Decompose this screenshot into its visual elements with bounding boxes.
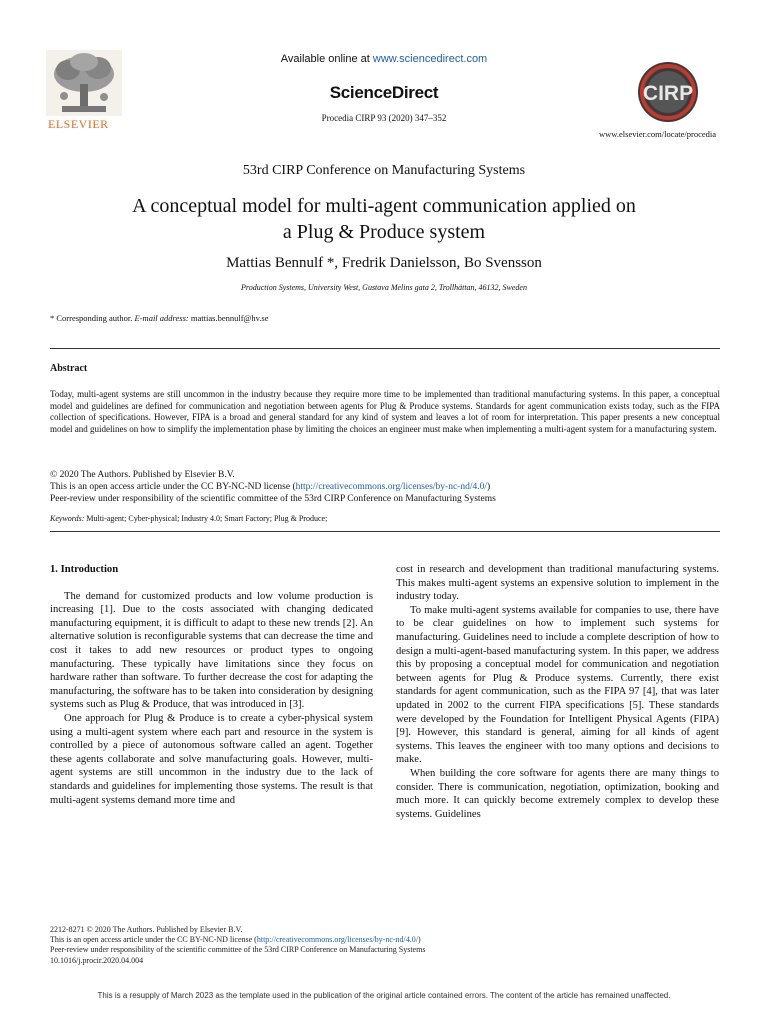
title-line-1: A conceptual model for multi-agent communication applied on	[132, 195, 636, 217]
sciencedirect-link[interactable]: www.sciencedirect.com	[372, 53, 488, 65]
available-prefix: Available online at	[280, 53, 373, 65]
sciencedirect-title: ScienceDirect	[329, 83, 439, 102]
cirp-logo	[626, 60, 710, 124]
copyright-block	[50, 469, 496, 505]
footer-license-prefix: This is an open access article under the CC BY-NC-ND license (	[50, 935, 257, 945]
keywords-list: Multi-agent; Cyber-physical; Industry 4.0; Smart Factory; Plug & Produce;	[84, 514, 328, 523]
resupply-note: This is a resupply of March 2023 as the template used in the publication of the original article contained errors. The content of the article has remained unaffected.	[97, 991, 671, 1000]
license-line	[50, 481, 496, 493]
footer-doi[interactable]: 10.1016/j.procir.2020.04.004	[50, 955, 144, 965]
affiliation: Production Systems, University West, Gustava Melins gata 2, Trollhättan, 46132, Sweden	[241, 283, 527, 292]
corresponding-author	[50, 313, 269, 323]
email-address[interactable]: mattias.bennulf@hv.se	[188, 313, 269, 323]
abstract-text: Today, multi-agent systems are still uncommon in the industry because they require more time to be implemented than traditional manufacturing systems. In this paper, a conceptual model and guidelines are defined for communication and negotiation between agents for Plug & Produce systems. Standards for agent communication exists today, such as the FIPA collection of specifications. However, FIPA is a broad and general standard for any kind of system and leaves a lot of room for interpretation. This paper presents a new conceptual model and guidelines on how to simplify the implementation phase by limiting the choices an engineer must make when implementing a multi-agent system for a manufacturing system.	[50, 389, 720, 434]
paragraph: The demand for customized products and low volume production is increasing [1]. Due to the costs associated with changing dedicated manufacturing equipment, it is difficult to adapt to these new trends [2]. An alternative solution is reconfigurable systems that can decrease the time and cost it takes to add new resources or product types to ongoing manufacturing. These typically have limitations since they focus on hardware rather than software. To further decrease the cost for adapting the manufacturing, the software has to be taken into consideration by designing systems such as Plug & Produce, that was introduced in [3].	[50, 590, 373, 711]
email-label: E-mail address:	[134, 313, 189, 323]
corresponding-prefix: * Corresponding author.	[50, 313, 135, 323]
footer-peer-review: Peer-review under responsibility of the scientific committee of the 53rd CIRP Conference on Manufacturing Systems	[50, 945, 426, 955]
paper-title	[0, 193, 768, 245]
footer-license	[50, 935, 425, 945]
abstract-heading: Abstract	[50, 363, 88, 374]
license-prefix: This is an open access article under the CC BY-NC-ND license (	[50, 482, 296, 492]
paragraph: When building the core software for agents there are many things to consider. There is communication, negotiation, optimization, booking and much more. It can quickly become extremely complex to develop these systems. Guidelines	[396, 767, 719, 820]
keywords-label: Keywords:	[50, 514, 85, 523]
elsevier-wordmark: ELSEVIER	[48, 117, 109, 131]
paragraph: To make multi-agent systems available for companies to use, there have to be clear guidelines on how to implement such systems for manufacturing. Guidelines need to include a complete description of how to design a multi-agent-based manufacturing system. In this paper, we address this by proposing a conceptual model for communication and negotiation between agents for Plug & Produce systems. Currently, there exist standards for agent communication, such as the FIPA 97 [4], that was later updated in 2002 to the current FIPA specifications [5]. These standards were developed by the Foundation for Intelligent Physical Agents (FIPA) [9]. However, this standard is general, aiming for all kinds of agent systems. This leaves the engineer with too many options and decisions to make.	[396, 604, 719, 766]
body-column-left	[50, 563, 373, 807]
section-heading: 1. Introduction	[50, 564, 119, 575]
license-link[interactable]: http://creativecommons.org/licenses/by-nc-nd/4.0/	[295, 482, 487, 492]
journal-reference: Procedia CIRP 93 (2020) 347–352	[321, 113, 447, 123]
copyright-line: © 2020 The Authors. Published by Elsevier B.V.	[50, 470, 235, 480]
keywords	[50, 514, 327, 523]
title-line-2: a Plug & Produce system	[282, 221, 486, 243]
footer	[50, 925, 425, 966]
divider-top	[50, 348, 720, 349]
paragraph: cost in research and development than traditional manufacturing systems. This makes multi-agent systems an expensive solution to implement in the industry today.	[396, 564, 719, 603]
divider-bottom	[50, 531, 720, 532]
cirp-logo-text: CIRP	[642, 82, 694, 105]
journal-url[interactable]: www.elsevier.com/locate/procedia	[599, 129, 716, 139]
conference-name: 53rd CIRP Conference on Manufacturing Systems	[242, 163, 526, 178]
footer-issn: 2212-8271 © 2020 The Authors. Published by Elsevier B.V.	[50, 925, 243, 934]
license-suffix: )	[487, 482, 491, 492]
footer-license-link[interactable]: http://creativecommons.org/licenses/by-nc-nd/4.0/	[256, 935, 418, 945]
body-column-right	[396, 563, 719, 821]
paragraph: One approach for Plug & Produce is to create a cyber-physical system using a multi-agent system where each part and resource in the system is controlled by a piece of autonomous software called an agent. Together these agents collaborate and solve manufacturing goals. However, multi-agent systems are still uncommon in the industry due to the lack of standards and guidelines for implementing those systems. The result is that multi-agent systems demand more time and	[50, 712, 373, 806]
authors: Mattias Bennulf *, Fredrik Danielsson, Bo Svensson	[226, 255, 542, 271]
footer-license-suffix: )	[418, 935, 421, 945]
peer-review-line: Peer-review under responsibility of the scientific committee of the 53rd CIRP Conference on Manufacturing Systems	[50, 494, 496, 504]
